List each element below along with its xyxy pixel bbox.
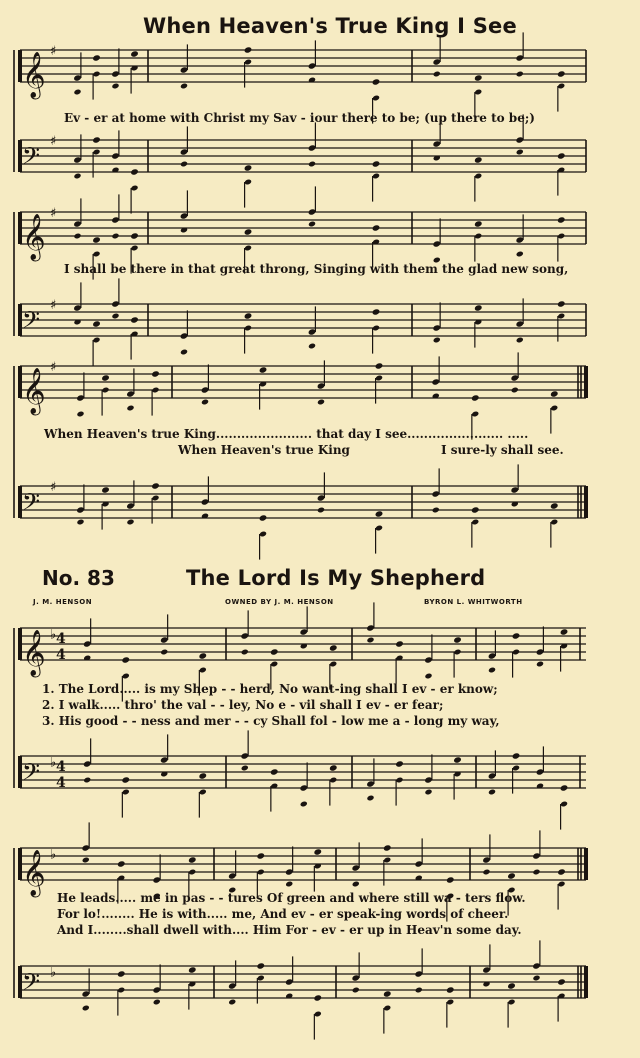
note-head: [433, 71, 441, 78]
credit-middle: OWNED BY J. M. HENSON: [225, 598, 334, 606]
staff: [20, 848, 586, 880]
staff: [20, 304, 586, 336]
note-head: [372, 160, 381, 167]
note-head: [560, 628, 569, 635]
staff: [20, 756, 586, 788]
note-head: [244, 228, 253, 235]
note-head: [198, 652, 207, 659]
note-head: [180, 83, 188, 90]
note-head: [130, 316, 139, 323]
note-head: [76, 519, 84, 526]
bass-clef: 𝄢: [22, 142, 41, 175]
hymn-title: When Heaven's True King I See: [143, 14, 517, 38]
note-head: [317, 507, 325, 514]
lyric-line: He leads..... me in pas - - tures Of green and where still wa - ters flow.: [57, 891, 526, 905]
note-head: [474, 304, 483, 311]
note-head: [180, 349, 188, 356]
staff: [20, 212, 586, 244]
note-head: [259, 514, 268, 521]
note-head: [516, 149, 524, 156]
note-head: [130, 232, 139, 239]
note-head: [92, 236, 101, 243]
credit-right: BYRON L. WHITWORTH: [424, 598, 523, 606]
note-head: [557, 152, 566, 159]
note-head: [198, 772, 207, 779]
note-head: [101, 486, 110, 493]
note-head: [557, 70, 566, 77]
note-head: [550, 390, 559, 397]
time-signature: 4: [56, 759, 66, 776]
lyric-line: 3. His good - - ness and mer - - cy Shall fol - low me a - long my way,: [42, 714, 500, 728]
note-head: [329, 764, 338, 771]
lyric-line: 1. The Lord..... is my Shep - - herd, No want-ing shall I ev - er know;: [42, 682, 498, 696]
note-head: [433, 337, 441, 344]
note-head: [474, 156, 483, 163]
sharp-sign: ♯: [50, 43, 57, 59]
lyric-line: And I........shall dwell with.... Him For - ev - er up in Heav'n some day.: [57, 923, 522, 937]
note-head: [256, 852, 265, 859]
note-head: [511, 387, 519, 394]
note-head: [415, 987, 423, 994]
hymn-number: No. 83: [42, 566, 115, 590]
note-head: [241, 765, 249, 772]
note-head: [151, 482, 160, 489]
lyric-line: When Heaven's true King....................... that day I see....................... .....: [44, 427, 529, 441]
note-head: [92, 320, 101, 327]
note-head: [488, 667, 496, 674]
note-head: [270, 768, 279, 775]
note-head: [453, 636, 462, 643]
note-head: [117, 970, 126, 977]
lyric-line: I sure-ly shall see.: [441, 443, 564, 457]
lyric-line: Ev - er at home with Christ my Sav - iour there to be; (up there to be;): [64, 111, 535, 125]
note-head: [488, 789, 496, 796]
note-head: [474, 220, 483, 227]
flat-sign: ♭: [50, 755, 57, 771]
time-signature: 4: [56, 647, 66, 664]
note-head: [111, 233, 119, 240]
treble-clef: 𝄞: [22, 850, 46, 896]
note-head: [532, 869, 540, 876]
note-head: [482, 869, 490, 876]
note-head: [446, 876, 455, 883]
note-head: [383, 990, 392, 997]
note-head: [512, 632, 521, 639]
flat-sign: ♭: [50, 847, 57, 863]
note-head: [372, 78, 381, 85]
note-head: [244, 312, 253, 319]
note-head: [516, 71, 524, 78]
note-head: [446, 986, 455, 993]
note-head: [300, 801, 308, 808]
lyric-line: 2. I walk..... thro' the val - - ley, No e - vil shall I ev - er fear;: [42, 698, 444, 712]
lyric-line: When Heaven's true King: [178, 443, 350, 457]
note-head: [352, 987, 360, 994]
staff: [20, 966, 586, 998]
note-head: [471, 506, 480, 513]
note-head: [366, 637, 374, 644]
note-head: [557, 978, 566, 985]
note-head: [560, 784, 569, 791]
flat-sign: ♭: [50, 627, 57, 643]
credit-left: J. M. HENSON: [33, 598, 93, 606]
note-head: [259, 366, 268, 373]
note-head: [512, 752, 521, 759]
note-head: [550, 502, 559, 509]
note-head: [73, 89, 81, 96]
note-head: [308, 221, 316, 228]
note-head: [188, 966, 197, 973]
note-head: [82, 857, 90, 864]
note-head: [366, 795, 374, 802]
treble-clef: 𝄞: [22, 52, 46, 98]
note-head: [536, 661, 544, 668]
note-head: [372, 224, 381, 231]
note-head: [507, 872, 516, 879]
note-head: [180, 161, 188, 168]
note-head: [101, 374, 110, 381]
hymn-title: The Lord Is My Shepherd: [186, 566, 486, 590]
note-head: [111, 83, 119, 90]
bass-clef: 𝄢: [22, 488, 41, 521]
lyric-line: I shall be there in that great throng, Singing with them the glad new song,: [64, 262, 569, 276]
note-head: [160, 649, 168, 656]
note-head: [188, 856, 197, 863]
note-head: [126, 519, 134, 526]
staff: [20, 140, 586, 172]
note-head: [92, 54, 101, 61]
note-head: [121, 656, 130, 663]
note-head: [375, 510, 384, 517]
note-head: [329, 644, 338, 651]
note-head: [241, 649, 249, 656]
note-head: [317, 399, 325, 406]
note-head: [308, 343, 316, 350]
note-head: [557, 300, 566, 307]
lyric-line: For lo!........ He is with..... me, And ev - er speak-ing words of cheer.: [57, 907, 509, 921]
bass-clef: 𝄢: [22, 758, 41, 791]
note-head: [130, 50, 139, 57]
note-head: [372, 308, 381, 315]
treble-clef: 𝄞: [22, 630, 46, 676]
note-head: [244, 46, 253, 53]
treble-clef: 𝄞: [22, 214, 46, 260]
note-head: [383, 844, 392, 851]
note-head: [73, 233, 81, 240]
note-head: [153, 999, 161, 1006]
note-head: [111, 313, 119, 320]
note-head: [424, 789, 432, 796]
note-head: [256, 962, 265, 969]
note-head: [130, 168, 139, 175]
note-head: [352, 881, 360, 888]
sharp-sign: ♯: [50, 359, 57, 375]
note-head: [285, 881, 293, 888]
note-head: [453, 756, 462, 763]
note-head: [92, 136, 101, 143]
staff: [20, 50, 586, 82]
note-head: [557, 216, 566, 223]
sharp-sign: ♯: [50, 479, 57, 495]
note-head: [151, 370, 160, 377]
treble-clef: 𝄞: [22, 368, 46, 414]
note-head: [424, 673, 432, 680]
note-head: [76, 411, 84, 418]
note-head: [82, 1005, 90, 1012]
bass-clef: 𝄢: [22, 968, 41, 1001]
note-head: [308, 161, 316, 168]
note-head: [244, 164, 253, 171]
time-signature: 4: [56, 775, 66, 792]
note-head: [313, 994, 322, 1001]
staff: [20, 366, 586, 398]
sharp-sign: ♯: [50, 297, 57, 313]
sharp-sign: ♯: [50, 205, 57, 221]
note-head: [270, 648, 279, 655]
note-head: [557, 868, 566, 875]
note-head: [471, 394, 480, 401]
note-head: [507, 982, 516, 989]
note-head: [201, 399, 209, 406]
bass-clef: 𝄢: [22, 306, 41, 339]
note-head: [313, 848, 322, 855]
note-head: [121, 776, 130, 783]
note-head: [516, 337, 524, 344]
flat-sign: ♭: [50, 965, 57, 981]
note-head: [395, 760, 404, 767]
sharp-sign: ♯: [50, 133, 57, 149]
note-head: [126, 405, 134, 412]
note-head: [83, 777, 91, 784]
note-head: [532, 975, 540, 982]
note-head: [73, 173, 81, 180]
note-head: [474, 74, 483, 81]
time-signature: 4: [56, 631, 66, 648]
note-head: [395, 640, 404, 647]
note-head: [375, 362, 384, 369]
note-head: [432, 507, 440, 514]
note-head: [228, 999, 236, 1006]
note-head: [117, 860, 126, 867]
note-head: [516, 251, 524, 258]
